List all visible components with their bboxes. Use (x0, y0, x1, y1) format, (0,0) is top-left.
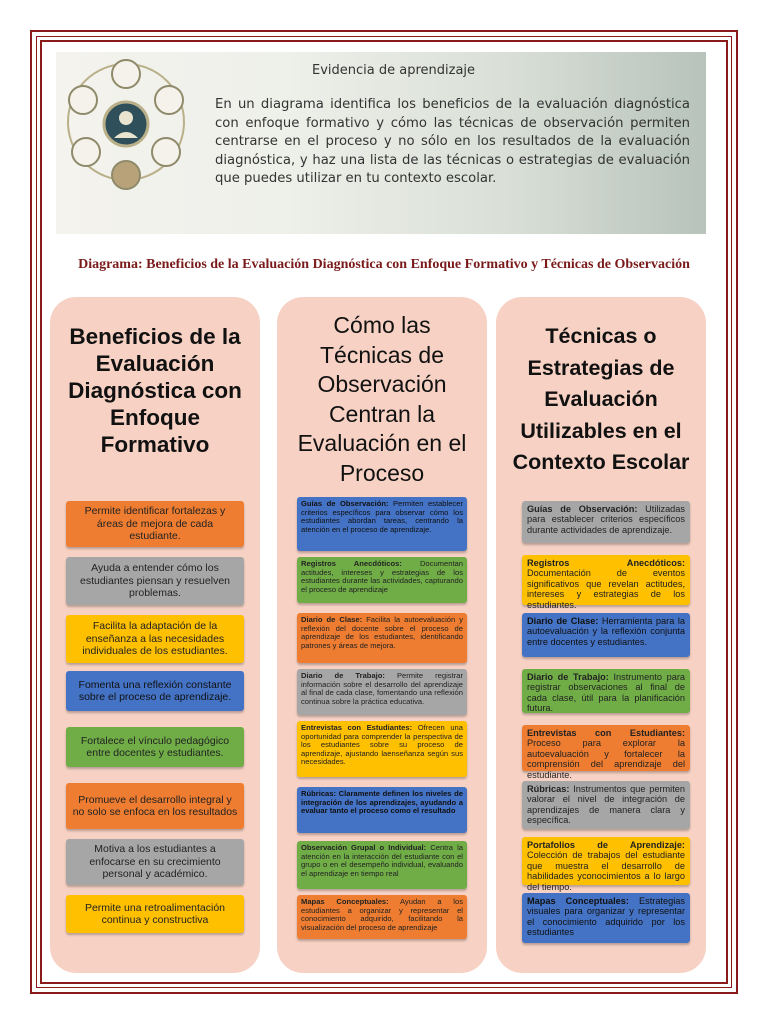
card-term: Mapas Conceptuales: (527, 896, 629, 906)
card-text: Documentación de eventos significativos que revelan actitudes, intereses y estrategias de los estudiantes. (527, 568, 685, 610)
card-term: Guías de Observación: (301, 499, 389, 508)
card-item (522, 613, 690, 657)
learning-cycle-icon (56, 52, 196, 192)
card-text: Ayuda a entender cómo los estudiantes piensan y resuelven problemas. (79, 562, 230, 600)
card-text: Permite identificar fortalezas y áreas de mejora de cada estudiante. (84, 505, 226, 543)
card-text: Permite una retroalimentación continua y constructiva (84, 901, 226, 926)
card-term: Rúbricas: Claramente definen los niveles de integración de los aprendizajes, ayudando a evaluar tanto el proceso como el resultado (301, 789, 463, 816)
card-term: Entrevistas con Estudiantes: (301, 723, 413, 732)
card-text: Documentan actitudes, intereses y estrategias de los estudiantes durante las actividades, capturando el proceso de aprendizaje (301, 559, 463, 594)
observation-column (277, 297, 487, 973)
evidence-title: Evidencia de aprendizaje (312, 63, 476, 78)
card-term: Registros Anecdóticos: (301, 559, 402, 568)
card-text: Herramienta para la autoevaluación y la reflexión conjunta entre docentes y estudiantes. (527, 616, 685, 647)
card-text: Colección de trabajos del estudiante que muestra el desarrollo de habilidades yconocimientos a lo largo del tiempo. (527, 850, 685, 892)
card-term: Rúbricas: (527, 784, 570, 794)
card-item (297, 497, 467, 551)
column-heading: Cómo las Técnicas de Observación Centran la Evaluación en el Proceso (297, 312, 467, 486)
card-text: Estrategias visuales para organizar y representar el conocimiento adquirido por los estudiantes (527, 896, 685, 938)
card-term: Diario de Trabajo: (301, 671, 385, 680)
card-term: Portafolios de Aprendizaje: (527, 840, 685, 850)
card-item (522, 725, 690, 780)
card-text: Motiva a los estudiantes a enfocarse en su crecimiento personal y académico. (89, 843, 221, 881)
card-term: Registros Anecdóticos: (527, 558, 685, 568)
card-text: Facilita la autoevaluación y reflexión del docente sobre el proceso de aprendizaje de los estudiantes, identificando patrones y áreas de mejora. (301, 615, 463, 650)
card-text: Facilita la adaptación de la enseñanza a las necesidades individuales de los estudiantes. (82, 620, 228, 658)
diagram-title: Diagrama: Beneficios de la Evaluación Diagnóstica con Enfoque Formativo y Técnicas de Observación (78, 257, 690, 272)
card-item (297, 613, 467, 663)
card-item (297, 841, 467, 889)
card-item (66, 783, 244, 829)
card-text: Permite registrar información sobre el desarrollo del aprendizaje al final de cada clase, fomentando una reflexión continua sobre la práctica educativa. (301, 671, 463, 706)
card-item (522, 893, 690, 943)
column-heading: Beneficios de la Evaluación Diagnóstica con Enfoque Formativo (68, 324, 242, 457)
card-item (66, 727, 244, 767)
card-item (297, 557, 467, 603)
card-item (297, 895, 467, 939)
techniques-column (496, 297, 706, 973)
card-text: Centra la atención en la interacción del estudiante con el grupo o en el desempeño individual, evaluando el aprendizaje en tiempo real (301, 843, 463, 878)
card-item (522, 555, 690, 610)
card-text: Proceso para explorar la autoevaluación y fortalecer la comprensión del aprendizaje del estudiante. (527, 738, 685, 780)
card-item (66, 501, 244, 547)
card-text: Instrumentos que permiten valorar el nivel de integración de aprendizajes de manera clara y específica. (527, 784, 685, 826)
card-text: Permiten establecer criterios específicos para observar cómo los estudiantes abordan tareas, centrando la atención en el proceso de aprendizaje. (301, 499, 463, 534)
card-item (522, 669, 690, 713)
card-term: Diario de Clase: (527, 616, 599, 626)
card-text: Fomenta una reflexión constante sobre el proceso de aprendizaje. (78, 678, 232, 703)
card-term: Guías de Observación: (527, 504, 638, 514)
card-text: Instrumento para registrar observaciones al final de cada clase, útil para la planificación futura. (527, 672, 685, 714)
card-term: Observación Grupal o Individual: (301, 843, 427, 852)
column-heading: Técnicas o Estrategias de Evaluación Utilizables en el Contexto Escolar (512, 324, 690, 474)
card-item (522, 501, 690, 543)
card-item (297, 787, 467, 833)
card-item (66, 671, 244, 711)
card-item (66, 557, 244, 605)
card-item (522, 781, 690, 829)
card-item (66, 615, 244, 663)
card-item (66, 895, 244, 933)
card-text: Utilizadas para establecer criterios específicos durante actividades de aprendizaje. (527, 504, 685, 535)
card-item (297, 721, 467, 777)
card-text: Fortalece el vínculo pedagógico entre docentes y estudiantes. (80, 734, 230, 759)
card-item (66, 839, 244, 885)
card-term: Diario de Clase: (301, 615, 363, 624)
card-text: Promueve el desarrollo integral y no solo se enfoca en los resultados (72, 793, 238, 818)
card-term: Diario de Trabajo: (527, 672, 609, 682)
card-text: Ofrecen una oportunidad para comprender la perspectiva de los estudiantes sobre su proceso de aprendizaje, ajustando laenseñanza según sus necesidades. (301, 723, 464, 767)
card-term: Mapas Conceptuales: (301, 897, 389, 906)
card-item (297, 669, 467, 715)
card-item (522, 837, 690, 892)
card-term: Entrevistas con Estudiantes: (527, 728, 685, 738)
benefits-column (50, 297, 260, 973)
card-text: Ayudan a los estudiantes a organizar y representar el conocimiento adquirido, facilitando la visualización del proceso de aprendizaje (301, 897, 463, 932)
evidence-instructions: En un diagrama identifica los beneficios de la evaluación diagnóstica con enfoque formativo y cómo las técnicas de observación permiten centrarse en el proceso y no sólo en los resultados de la evaluación diagnóstica, y haz una lista de las técnicas o estrategias de evaluación que puedes utilizar en tu contexto escolar. (215, 97, 690, 186)
